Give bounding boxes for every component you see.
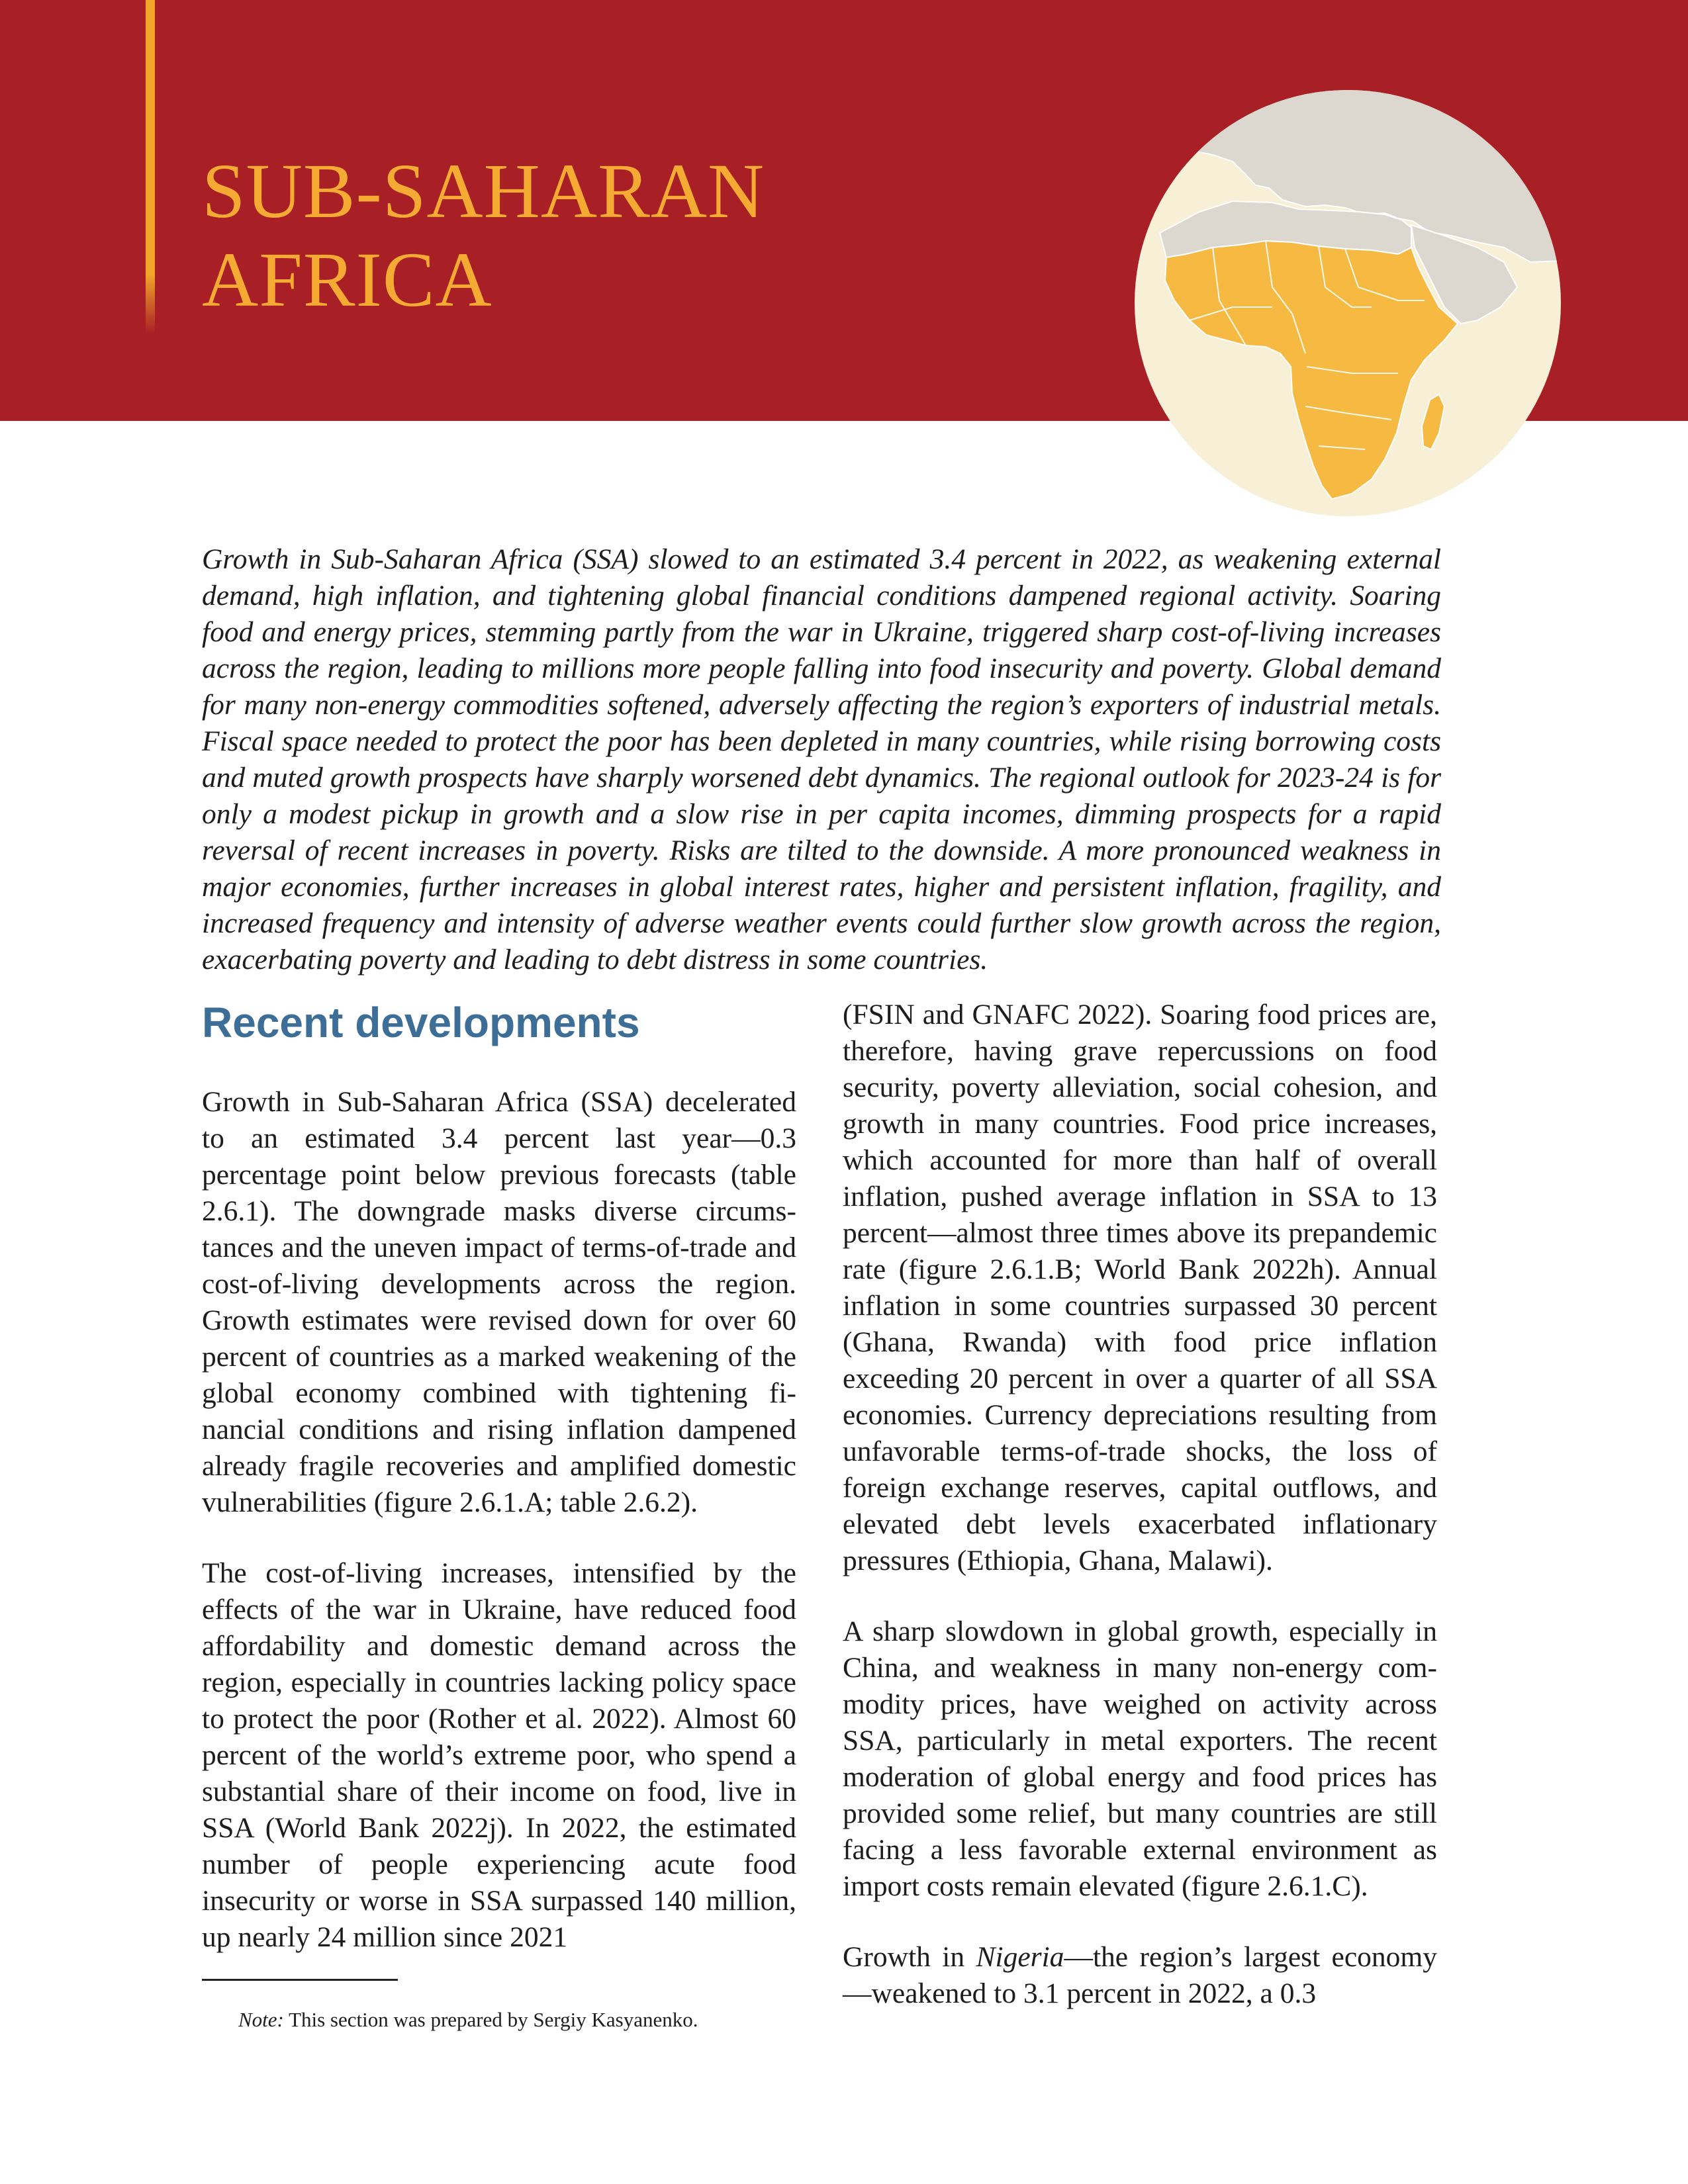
section-heading: Recent developments bbox=[202, 999, 640, 1046]
globe-africa-icon bbox=[1133, 89, 1562, 518]
body-paragraph: Growth in Sub-Saharan Africa (SSA) decelerated to an estimated 3.4 percent last year—0.3 percentage point below previous forecasts (table 2.6.1). The downgrade masks diverse circumstances and the uneven impact of terms-of-trade and cost-of-living developments across the region. Growth estimates were revised down for over 60 percent of countries as a marked weakening of the global economy combined with tightening financial conditions and rising inflation dampened already fragile recoveries and amplified domestic vulnerabilities (figure 2.6.1.A; table 2.6.2). bbox=[202, 1086, 796, 1518]
text-run: Growth in bbox=[843, 1941, 976, 1973]
title-line-1: SUB-SAHARAN bbox=[202, 148, 765, 234]
body-paragraph: (FSIN and GNAFC 2022). Soaring food prices are, therefore, having grave repercussions on food security, poverty alleviation, social cohesion, and growth in many countries. Food price increases, which accounted for more than half of overall inflation, pushed average inflation in SSA to 13 percent—almost three times above its prepandemic rate (figure 2.6.1.B; World Bank 2022h). Annual inflation in some countries surpassed 30 percent (Ghana, Rwanda) with food price inflation exceeding 20 percent in over a quarter of all SSA economies. Currency depreciations resulting from unfavorable terms-of-trade shocks, the loss of foreign exchange reserves, capital outflows, and elevated debt levels exacerbated inflationary pressures (Ethiopia, Ghana, Malawi). bbox=[843, 999, 1437, 1576]
footnote-label: Note: bbox=[238, 2008, 284, 2031]
body-paragraph: The cost-of-living increases, intensified by the effects of the war in Ukraine, have reduced food affordability and domestic demand across the region, especially in countries lacking policy space to protect the poor (Rother et al. 2022). Almost 60 percent of the world’s extreme poor, who spend a substantial share of their income on food, live in SSA (World Bank 2022j). In 2022, the estimated number of people experiencing acute food insecurity or worse in SSA surpassed 140 million, up nearly 24 million since 2021 bbox=[202, 1557, 796, 1953]
chapter-abstract: Growth in Sub-Saharan Africa (SSA) slowed to an estimated 3.4 percent in 2022, as weakening external demand, high inflation, and tightening global financial conditions dampened regional activity. Soaring food and energy prices, stemming partly from the war in Ukraine, triggered sharp cost-of-living increases across the region, leading to millions more people falling into food insecurity and poverty. Global demand for many non-energy commodities softened, adversely affecting the region’s exporters of industrial metals. Fiscal space needed to protect the poor has been depleted in many countries, while rising borrowing costs and muted growth prospects have sharply worsened debt dynamics. The regional outlook for 2023-24 is for only a modest pickup in growth and a slow rise in per capita incomes, dimming prospects for a rapid reversal of recent increases in poverty. Risks are tilted to the downside. A more pronounced weakness in major economies, further increases in global interest rates, higher and persistent inflation, fragility, and increased frequency and intensity of adverse weather events could further slow growth across the region, exacerbating poverty and leading to debt distress in some countries. bbox=[202, 543, 1441, 976]
body-paragraph: A sharp slowdown in global growth, especially in China, and weakness in many non-energy commodity prices, have weighed on activity across SSA, particularly in metal exporters. The recent moderation of global energy and food prices has provided some relief, but many countries are still facing a less favorable external environment as import costs remain elevated (figure 2.6.1.C). bbox=[843, 1615, 1437, 1902]
body-paragraph-last bbox=[843, 1939, 1437, 2012]
accent-bar bbox=[146, 0, 155, 334]
country-name: Nigeria bbox=[976, 1941, 1064, 1973]
footnote-text: This section was prepared by Sergiy Kasyanenko. bbox=[283, 2008, 698, 2031]
footnote-divider bbox=[202, 1979, 398, 1981]
left-column bbox=[202, 993, 796, 1990]
right-column bbox=[843, 997, 1437, 2046]
title-line-2: AFRICA bbox=[202, 236, 492, 323]
footnote bbox=[238, 2007, 698, 2033]
chapter-title bbox=[202, 147, 765, 324]
text-run: —the region’s largest economy—weakened to 3.1 percent in 2022, a 0.3 bbox=[843, 1941, 1437, 2009]
